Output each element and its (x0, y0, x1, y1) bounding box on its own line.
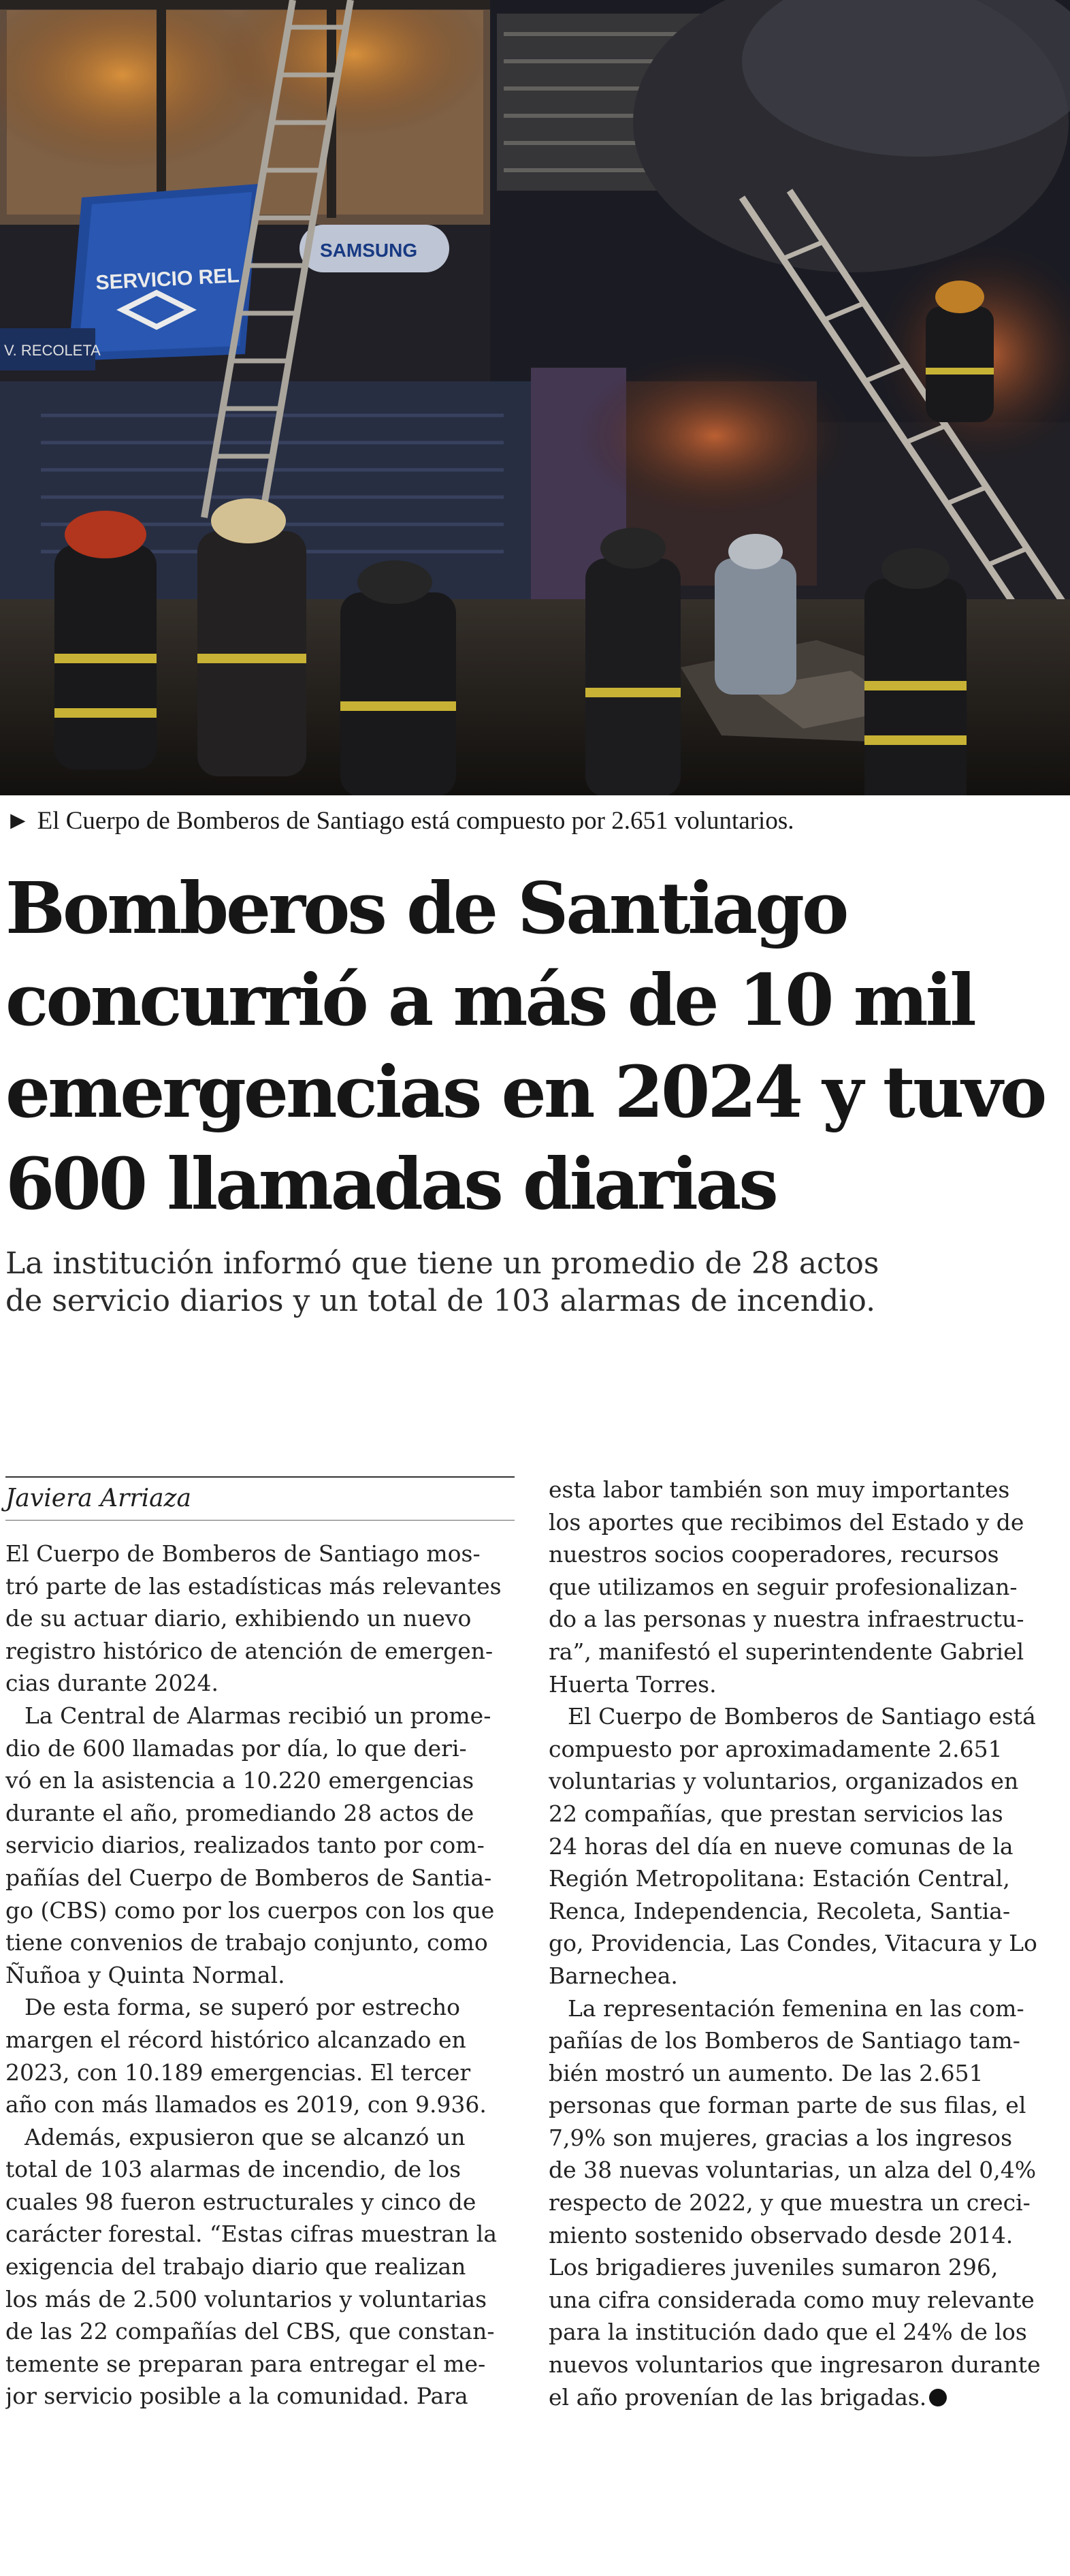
body-text-line: Ñuñoa y Quinta Normal. (5, 1961, 285, 1988)
body-text-line: carácter forestal. “Estas cifras muestran la (5, 2221, 498, 2248)
body-text-line: voluntarias y voluntarios, organizados en (549, 1768, 1019, 1795)
body-text-line: go, Providencia, Las Condes, Vitacura y Lo (549, 1930, 1037, 1957)
caption-triangle-icon: ► (5, 807, 31, 835)
body-text-line: do a las personas y nuestra infraestructu- (549, 1606, 1024, 1633)
headline-line: concurrió a más de 10 mil (5, 958, 974, 1042)
body-text-line: Renca, Independencia, Recoleta, Santia- (549, 1897, 1011, 1924)
body-text-line: dio de 600 llamadas por día, lo que deri- (5, 1734, 467, 1762)
body-text-line: 2023, con 10.189 emergencias. El tercer (5, 2058, 471, 2086)
body-text-line: nuestros socios cooperadores, recursos (549, 1541, 999, 1568)
body-text-line: año con más llamados es 2019, con 9.936. (5, 2091, 487, 2118)
caption-text: El Cuerpo de Bomberos de Santiago está compuesto por 2.651 voluntarios. (37, 807, 794, 835)
body-text-line: nuevos voluntarios que ingresaron durante (549, 2351, 1041, 2379)
body-text-line: ra”, manifestó el superintendente Gabriel (549, 1638, 1024, 1665)
body-text-line: miento sostenido observado desde 2014. (549, 2221, 1014, 2248)
body-text-line: respecto de 2022, y que muestra un creci- (549, 2189, 1031, 2216)
body-column-1 (5, 1538, 515, 2413)
body-column-2 (549, 1474, 1058, 2413)
body-text-line: registro histórico de atención de emergen- (5, 1637, 493, 1664)
article-photo (0, 0, 1070, 795)
end-mark-icon (929, 2389, 947, 2406)
photo-caption (5, 805, 1067, 838)
body-text-line: vó en la asistencia a 10.220 emergencias (5, 1767, 474, 1794)
brand-sign: SAMSUNG (320, 240, 418, 261)
body-text-line: pañías de los Bomberos de Santiago tam- (549, 2027, 1020, 2054)
street-sign: V. RECOLETA (4, 342, 101, 359)
body-text-line: durante el año, promediando 28 actos de (5, 1799, 474, 1826)
body-text-line: exigencia del trabajo diario que realizan (5, 2253, 466, 2280)
body-text-line: cias durante 2024. (5, 1670, 218, 1697)
body-text-line: Barnechea. (549, 1962, 678, 1989)
headline-line: emergencias en 2024 y tuvo (5, 1050, 1045, 1134)
body-text-line: de las 22 compañías del CBS, que constan- (5, 2318, 495, 2345)
subheadline-line: de servicio diarios y un total de 103 alarmas de incendio. (5, 1284, 876, 1318)
body-text-line: margen el récord histórico alcanzado en (5, 2026, 466, 2053)
body-text-line: La Central de Alarmas recibió un prome- (25, 1702, 491, 1729)
body-text-line: 22 compañías, que prestan servicios las (549, 1800, 1003, 1827)
body-text-line: El Cuerpo de Bomberos de Santiago está (568, 1703, 1036, 1730)
body-text-line: bién mostró un aumento. De las 2.651 (549, 2059, 984, 2086)
body-text-line: total de 103 alarmas de incendio, de los (5, 2156, 461, 2183)
body-text-line: el año provenían de las brigadas. (549, 2381, 1058, 2414)
subheadline (5, 1245, 1067, 1320)
body-text-line: personas que forman parte de sus filas, el (549, 2092, 1026, 2119)
body-text-line: jor servicio posible a la comunidad. Para (5, 2383, 468, 2410)
byline-rule-top (5, 1476, 515, 1478)
headline (5, 862, 1067, 1230)
byline: Javiera Arriaza (5, 1484, 191, 1512)
body-text-line: servicio diarios, realizados tanto por com- (5, 1832, 485, 1859)
body-text-line: de 38 nuevas voluntarias, un alza del 0,4% (549, 2157, 1037, 2184)
body-text-line: 7,9% son mujeres, gracias a los ingresos (549, 2124, 1013, 2151)
body-text-line: una cifra considerada como muy relevante (549, 2286, 1035, 2313)
body-text-line: Los brigadieres juveniles sumaron 296, (549, 2254, 999, 2281)
body-text-line: temente se preparan para entregar el me- (5, 2350, 486, 2377)
byline-rule-bottom (5, 1520, 515, 1521)
body-text-line: compuesto por aproximadamente 2.651 (549, 1735, 1003, 1762)
body-text-line: tró parte de las estadísticas más relevantes (5, 1572, 502, 1600)
body-text-line: Huerta Torres. (549, 1670, 717, 1698)
body-text-line: De esta forma, se superó por estrecho (25, 1994, 460, 2021)
body-text-line: La representación femenina en las com- (568, 1994, 1024, 2022)
body-text-line: para la institución dado que el 24% de los (549, 2319, 1027, 2346)
body-text-line: go (CBS) como por los cuerpos con los que (5, 1896, 495, 1924)
bank-sign: SERVICIO REL (95, 264, 240, 295)
body-text-line: esta labor también son muy importantes (549, 1476, 1010, 1503)
body-text-line: de su actuar diario, exhibiendo un nuevo (5, 1605, 472, 1632)
body-text-line: 24 horas del día en nueve comunas de la (549, 1832, 1014, 1860)
body-text-line: cuales 98 fueron estructurales y cinco de (5, 2188, 476, 2215)
body-text-line: los más de 2.500 voluntarios y voluntarias (5, 2285, 487, 2312)
body-text-line: tiene convenios de trabajo conjunto, como (5, 1929, 488, 1956)
body-text-line: los aportes que recibimos del Estado y de (549, 1508, 1024, 1536)
body-text-line: Además, expusieron que se alcanzó un (25, 2123, 466, 2150)
body-text-line: pañías del Cuerpo de Bomberos de Santia- (5, 1864, 492, 1891)
body-text-line: que utilizamos en seguir profesionalizan- (549, 1573, 1018, 1600)
headline-line: 600 llamadas diarias (5, 1142, 776, 1226)
body-text-line: El Cuerpo de Bomberos de Santiago mos- (5, 1540, 481, 1567)
headline-line: Bomberos de Santiago (5, 866, 847, 950)
subheadline-line: La institución informó que tiene un promedio de 28 actos (5, 1246, 879, 1281)
body-text-line: Región Metropolitana: Estación Central, (549, 1865, 1010, 1892)
